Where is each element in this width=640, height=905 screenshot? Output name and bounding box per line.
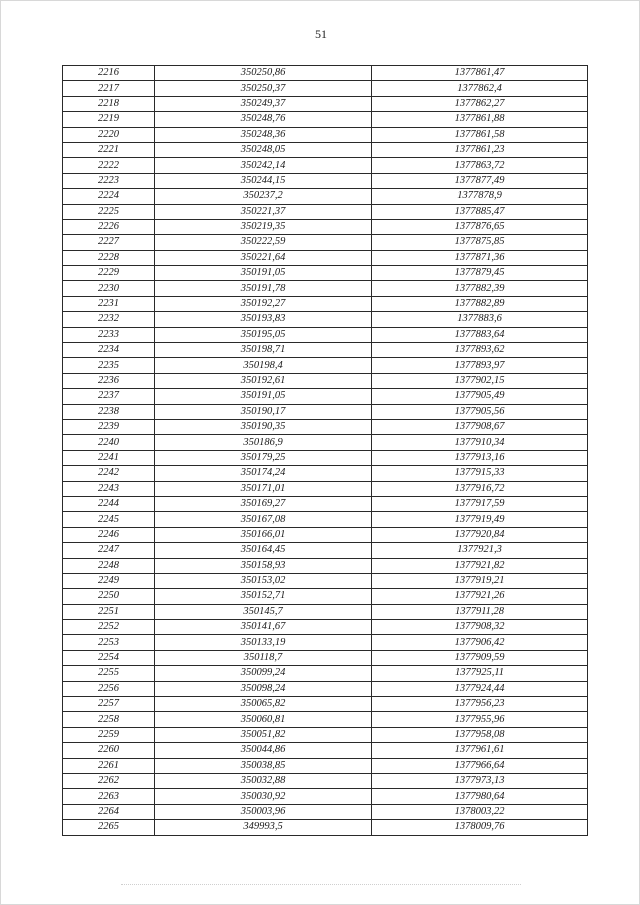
point-number-cell: 2252 [63,620,155,635]
table-row [63,758,588,773]
y-coordinate-cell: 1377921,82 [372,558,588,573]
x-coordinate-cell: 350186,9 [155,435,372,450]
table-row [63,158,588,173]
x-coordinate-cell: 350152,71 [155,589,372,604]
x-coordinate-cell: 350221,64 [155,250,372,265]
x-coordinate-cell: 350250,37 [155,81,372,96]
table-row [63,804,588,819]
table-row [63,697,588,712]
point-number-cell: 2259 [63,727,155,742]
point-number-cell: 2226 [63,219,155,234]
table-row [63,558,588,573]
point-number-cell: 2255 [63,666,155,681]
point-number-cell: 2216 [63,66,155,81]
x-coordinate-cell: 350190,35 [155,419,372,434]
x-coordinate-cell: 350222,59 [155,235,372,250]
x-coordinate-cell: 350219,35 [155,219,372,234]
y-coordinate-cell: 1377902,15 [372,373,588,388]
y-coordinate-cell: 1377893,62 [372,343,588,358]
y-coordinate-cell: 1377861,23 [372,142,588,157]
point-number-cell: 2235 [63,358,155,373]
point-number-cell: 2265 [63,820,155,835]
y-coordinate-cell: 1377919,21 [372,573,588,588]
y-coordinate-cell: 1377921,3 [372,543,588,558]
table-row [63,127,588,142]
x-coordinate-cell: 350198,4 [155,358,372,373]
y-coordinate-cell: 1377909,59 [372,650,588,665]
x-coordinate-cell: 350030,92 [155,789,372,804]
x-coordinate-cell: 349993,5 [155,820,372,835]
x-coordinate-cell: 350038,85 [155,758,372,773]
y-coordinate-cell: 1377863,72 [372,158,588,173]
point-number-cell: 2238 [63,404,155,419]
page-number: 51 [315,27,327,41]
x-coordinate-cell: 350250,86 [155,66,372,81]
table-row [63,620,588,635]
x-coordinate-cell: 350191,05 [155,389,372,404]
y-coordinate-cell: 1377862,27 [372,96,588,111]
x-coordinate-cell: 350118,7 [155,650,372,665]
point-number-cell: 2218 [63,96,155,111]
y-coordinate-cell: 1377861,88 [372,112,588,127]
table-row [63,296,588,311]
point-number-cell: 2229 [63,266,155,281]
point-number-cell: 2217 [63,81,155,96]
y-coordinate-cell: 1377916,72 [372,481,588,496]
y-coordinate-cell: 1377883,6 [372,312,588,327]
point-number-cell: 2231 [63,296,155,311]
table-row [63,743,588,758]
x-coordinate-cell: 350174,24 [155,466,372,481]
x-coordinate-cell: 350192,61 [155,373,372,388]
table-row [63,650,588,665]
point-number-cell: 2258 [63,712,155,727]
x-coordinate-cell: 350167,08 [155,512,372,527]
table-row [63,266,588,281]
y-coordinate-cell: 1377905,49 [372,389,588,404]
table-row [63,219,588,234]
point-number-cell: 2246 [63,527,155,542]
table-row [63,419,588,434]
y-coordinate-cell: 1377861,58 [372,127,588,142]
table-row [63,204,588,219]
table-row [63,142,588,157]
table-row [63,496,588,511]
point-number-cell: 2234 [63,343,155,358]
x-coordinate-cell: 350060,81 [155,712,372,727]
y-coordinate-cell: 1377908,67 [372,419,588,434]
x-coordinate-cell: 350191,78 [155,281,372,296]
point-number-cell: 2242 [63,466,155,481]
table-row [63,466,588,481]
x-coordinate-cell: 350145,7 [155,604,372,619]
point-number-cell: 2227 [63,235,155,250]
table-row [63,250,588,265]
point-number-cell: 2228 [63,250,155,265]
point-number-cell: 2264 [63,804,155,819]
point-number-cell: 2256 [63,681,155,696]
point-number-cell: 2236 [63,373,155,388]
table-row [63,343,588,358]
y-coordinate-cell: 1377919,49 [372,512,588,527]
y-coordinate-cell: 1378003,22 [372,804,588,819]
x-coordinate-cell: 350179,25 [155,450,372,465]
table-row [63,404,588,419]
table-row [63,112,588,127]
x-coordinate-cell: 350195,05 [155,327,372,342]
x-coordinate-cell: 350190,17 [155,404,372,419]
y-coordinate-cell: 1377955,96 [372,712,588,727]
point-number-cell: 2232 [63,312,155,327]
x-coordinate-cell: 350237,2 [155,189,372,204]
y-coordinate-cell: 1377915,33 [372,466,588,481]
point-number-cell: 2224 [63,189,155,204]
table-row [63,635,588,650]
y-coordinate-cell: 1377861,47 [372,66,588,81]
table-row [63,712,588,727]
x-coordinate-cell: 350133,19 [155,635,372,650]
x-coordinate-cell: 350198,71 [155,343,372,358]
point-number-cell: 2230 [63,281,155,296]
point-number-cell: 2262 [63,773,155,788]
y-coordinate-cell: 1377910,34 [372,435,588,450]
point-number-cell: 2223 [63,173,155,188]
table-row [63,389,588,404]
table-row [63,789,588,804]
table-row [63,773,588,788]
x-coordinate-cell: 350169,27 [155,496,372,511]
point-number-cell: 2233 [63,327,155,342]
y-coordinate-cell: 1377882,39 [372,281,588,296]
y-coordinate-cell: 1377920,84 [372,527,588,542]
y-coordinate-cell: 1377973,13 [372,773,588,788]
x-coordinate-cell: 350065,82 [155,697,372,712]
point-number-cell: 2240 [63,435,155,450]
y-coordinate-cell: 1377876,65 [372,219,588,234]
x-coordinate-cell: 350099,24 [155,666,372,681]
x-coordinate-cell: 350098,24 [155,681,372,696]
table-row [63,312,588,327]
y-coordinate-cell: 1377905,56 [372,404,588,419]
point-number-cell: 2244 [63,496,155,511]
y-coordinate-cell: 1377875,85 [372,235,588,250]
x-coordinate-cell: 350171,01 [155,481,372,496]
table-row [63,481,588,496]
x-coordinate-cell: 350193,83 [155,312,372,327]
point-number-cell: 2222 [63,158,155,173]
y-coordinate-cell: 1378009,76 [372,820,588,835]
y-coordinate-cell: 1377877,49 [372,173,588,188]
coordinates-table [62,65,588,836]
x-coordinate-cell: 350158,93 [155,558,372,573]
table-row [63,589,588,604]
y-coordinate-cell: 1377893,97 [372,358,588,373]
point-number-cell: 2241 [63,450,155,465]
y-coordinate-cell: 1377966,64 [372,758,588,773]
table-row [63,527,588,542]
x-coordinate-cell: 350192,27 [155,296,372,311]
table-row [63,358,588,373]
table-row [63,666,588,681]
point-number-cell: 2225 [63,204,155,219]
point-number-cell: 2254 [63,650,155,665]
point-number-cell: 2248 [63,558,155,573]
y-coordinate-cell: 1377906,42 [372,635,588,650]
x-coordinate-cell: 350164,45 [155,543,372,558]
table-row [63,450,588,465]
y-coordinate-cell: 1377924,44 [372,681,588,696]
point-number-cell: 2243 [63,481,155,496]
table-row [63,373,588,388]
y-coordinate-cell: 1377878,9 [372,189,588,204]
y-coordinate-cell: 1377882,89 [372,296,588,311]
point-number-cell: 2247 [63,543,155,558]
x-coordinate-cell: 350248,36 [155,127,372,142]
y-coordinate-cell: 1377908,32 [372,620,588,635]
table-row [63,727,588,742]
y-coordinate-cell: 1377958,08 [372,727,588,742]
table-row [63,281,588,296]
table-row [63,543,588,558]
x-coordinate-cell: 350221,37 [155,204,372,219]
point-number-cell: 2260 [63,743,155,758]
table-row [63,573,588,588]
point-number-cell: 2239 [63,419,155,434]
x-coordinate-cell: 350032,88 [155,773,372,788]
point-number-cell: 2251 [63,604,155,619]
y-coordinate-cell: 1377862,4 [372,81,588,96]
x-coordinate-cell: 350191,05 [155,266,372,281]
table-row [63,81,588,96]
table-row [63,235,588,250]
table-row [63,189,588,204]
coordinates-table-body [63,66,588,836]
table-row [63,327,588,342]
point-number-cell: 2263 [63,789,155,804]
footer-rule [121,884,521,885]
x-coordinate-cell: 350248,05 [155,142,372,157]
table-row [63,681,588,696]
point-number-cell: 2261 [63,758,155,773]
y-coordinate-cell: 1377956,23 [372,697,588,712]
x-coordinate-cell: 350044,86 [155,743,372,758]
x-coordinate-cell: 350249,37 [155,96,372,111]
y-coordinate-cell: 1377911,28 [372,604,588,619]
point-number-cell: 2253 [63,635,155,650]
table-row [63,435,588,450]
table-row [63,512,588,527]
point-number-cell: 2219 [63,112,155,127]
y-coordinate-cell: 1377917,59 [372,496,588,511]
point-number-cell: 2250 [63,589,155,604]
table-row [63,173,588,188]
x-coordinate-cell: 350153,02 [155,573,372,588]
x-coordinate-cell: 350248,76 [155,112,372,127]
point-number-cell: 2245 [63,512,155,527]
y-coordinate-cell: 1377885,47 [372,204,588,219]
y-coordinate-cell: 1377980,64 [372,789,588,804]
x-coordinate-cell: 350051,82 [155,727,372,742]
y-coordinate-cell: 1377925,11 [372,666,588,681]
x-coordinate-cell: 350244,15 [155,173,372,188]
table-row [63,820,588,835]
table-row [63,604,588,619]
x-coordinate-cell: 350141,67 [155,620,372,635]
y-coordinate-cell: 1377921,26 [372,589,588,604]
y-coordinate-cell: 1377961,61 [372,743,588,758]
point-number-cell: 2257 [63,697,155,712]
y-coordinate-cell: 1377883,64 [372,327,588,342]
x-coordinate-cell: 350242,14 [155,158,372,173]
x-coordinate-cell: 350003,96 [155,804,372,819]
point-number-cell: 2221 [63,142,155,157]
point-number-cell: 2220 [63,127,155,142]
y-coordinate-cell: 1377871,36 [372,250,588,265]
table-row [63,66,588,81]
table-row [63,96,588,111]
point-number-cell: 2249 [63,573,155,588]
point-number-cell: 2237 [63,389,155,404]
y-coordinate-cell: 1377913,16 [372,450,588,465]
y-coordinate-cell: 1377879,45 [372,266,588,281]
x-coordinate-cell: 350166,01 [155,527,372,542]
